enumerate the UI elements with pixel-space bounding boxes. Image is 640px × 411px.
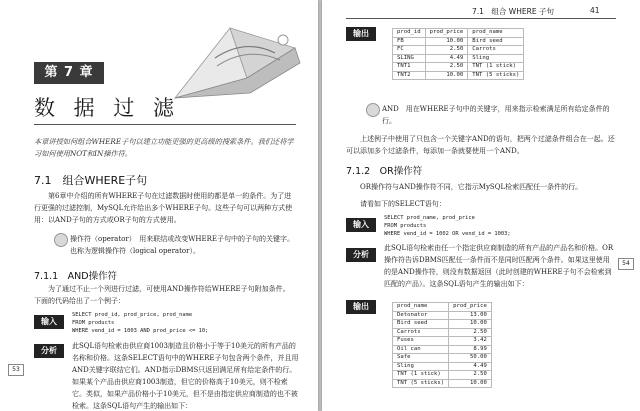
header-rule (346, 18, 616, 19)
table-row (393, 379, 492, 388)
table-row (393, 337, 492, 346)
chapter-title: 数 据 过 滤 (34, 96, 181, 120)
table-cell: Safe (393, 354, 449, 363)
table-cell: Detonator (393, 311, 449, 320)
output-tag: 输出 (346, 27, 376, 41)
analysis-text: 此SQL语句检索由供应商1003制造且价格小于等于10美元的所有产品的名称和价格。这条SELECT语句中的WHERE子句包含两个条件，并且用AND关键字联结它们。AND指示DBMS只返回满足所有给定条件的行。如果某个产品由供应商1003制造，但它的价格高于10美元，则不检索它。类似，如果产品价格小于10美元，但不是由指定供应商制造的也不被检索。这条SQL语句产生的输出如下： (72, 342, 299, 410)
table-cell: SLING (393, 54, 426, 63)
chapter-label: 第 7 章 (34, 62, 104, 84)
table-cell: 4.49 (449, 362, 492, 371)
table-cell: 2.50 (425, 63, 468, 72)
output-tag-or: 输出 (346, 300, 376, 314)
operator-tip: 操作符（operator） 用来联结或改变WHERE子句中的子句的关键字。也称为逻辑操作符（logical operator）。 (70, 235, 295, 255)
section-7-1-1-paragraph: 为了通过不止一个列进行过滤，可使用AND操作符给WHERE子句附加条件。下面的代码给出了一个例子： (34, 285, 290, 305)
result-table-and (392, 28, 524, 80)
note-icon (366, 103, 380, 117)
and-keyword-note: AND 用在WHERE子句中的关键字，用来指示检索满足所有给定条件的行。 (382, 105, 610, 125)
table-row (393, 328, 492, 337)
table-cell: 2.50 (449, 371, 492, 380)
table-row (393, 345, 492, 354)
table-row (393, 63, 524, 72)
table-cell: 2.50 (449, 328, 492, 337)
table-header-row (393, 29, 524, 38)
side-page-number-badge: 54 (618, 258, 634, 270)
table-cell: FB (393, 37, 426, 46)
code-line: SELECT prod_id, prod_price, prod_name (72, 312, 193, 318)
table-cell: 4.49 (425, 54, 468, 63)
table-cell: TNT2 (393, 71, 426, 80)
table-cell: TNT (5 sticks) (468, 71, 524, 80)
table-cell: Fuses (393, 337, 449, 346)
page-number-badge: 53 (8, 364, 24, 376)
input-tag-or: 输入 (346, 218, 376, 232)
table-cell: Sling (393, 362, 449, 371)
section-heading-7-1-2: 7.1.2 OR操作符 (346, 166, 423, 177)
table-header-row (393, 303, 492, 312)
table-cell: 10.00 (449, 379, 492, 388)
code-block-or (384, 214, 511, 238)
result-table-or (392, 302, 492, 388)
analysis-tag: 分析 (34, 344, 64, 358)
code-line: FROM products (384, 223, 427, 229)
column-header: prod_price (425, 29, 468, 38)
table-row (393, 54, 524, 63)
table-cell: Carrots (393, 328, 449, 337)
table-cell: TNT (1 stick) (468, 63, 524, 72)
folio: 41 (590, 6, 600, 15)
table-row (393, 371, 492, 380)
section-heading-7-1-1: 7.1.1 AND操作符 (34, 271, 118, 282)
column-header: prod_price (449, 303, 492, 312)
code-line: SELECT prod_name, prod_price (384, 215, 475, 221)
table-cell: TNT (1 stick) (393, 371, 449, 380)
table-cell: Bird seed (468, 37, 524, 46)
input-tag: 输入 (34, 315, 64, 329)
table-cell: Oil can (393, 345, 449, 354)
table-cell: 10.00 (425, 71, 468, 80)
table-cell: 3.42 (449, 337, 492, 346)
chapter-abstract: 本章讲授如何组合WHERE子句以建立功能更强的更高级的搜索条件。我们还将学习如何使用NOT和IN操作符。 (34, 137, 294, 158)
left-page (0, 0, 318, 411)
column-header: prod_name (393, 303, 449, 312)
section-7-1-paragraph: 第6章中介绍的所有WHERE子句在过滤数据时使用的都是单一的条件。为了进行更强的过滤控制，MySQL允许给出多个WHERE子句。这些子句可以两种方式使用：以AND子句的方式或OR子句的方式使用。 (34, 192, 293, 224)
table-row (393, 311, 492, 320)
table-cell: TNT (5 sticks) (393, 379, 449, 388)
code-line: WHERE vend_id = 1002 OR vend_id = 1003; (384, 231, 511, 237)
table-cell: 10.00 (449, 320, 492, 329)
table-cell: 8.99 (449, 345, 492, 354)
right-paragraph: 上述例子中使用了只包含一个关键字AND的语句，把两个过滤条件组合在一起。还可以添加多个过滤条件，每添加一条就要使用一个AND。 (346, 135, 615, 155)
column-header: prod_name (468, 29, 524, 38)
table-row (393, 362, 492, 371)
table-row (393, 320, 492, 329)
analysis-tag-or: 分析 (346, 248, 376, 262)
section-7-1-2-paragraph-2: 请看如下的SELECT语句： (360, 200, 446, 208)
table-cell: Sling (468, 54, 524, 63)
right-page (322, 0, 640, 411)
table-cell: 50.00 (449, 354, 492, 363)
chapter-divider (34, 124, 296, 125)
running-head: 7.1 组合 WHERE 子句 (472, 7, 554, 16)
table-cell: Carrots (468, 46, 524, 55)
column-header: prod_id (393, 29, 426, 38)
section-heading-7-1: 7.1 组合WHERE子句 (34, 174, 148, 187)
table-row (393, 37, 524, 46)
table-row (393, 46, 524, 55)
code-block-and (72, 311, 208, 335)
tip-icon (54, 233, 68, 247)
analysis-text-or: 此SQL语句检索由任一个指定供应商制造的所有产品的产品名和价格。OR操作符告诉DBMS匹配任一条件而不是同时匹配两个条件。如果这里使用的是AND操作符，则没有数据返回（此时创建的WHERE子句不会检索到匹配的产品）。这条SQL语句产生的输出如下： (384, 244, 614, 288)
table-cell: TNT1 (393, 63, 426, 72)
code-line: WHERE vend_id = 1003 AND prod_price <= 10; (72, 328, 209, 334)
table-cell: 10.00 (425, 37, 468, 46)
code-line: FROM products (72, 320, 115, 326)
table-cell: 2.50 (425, 46, 468, 55)
table-cell: FC (393, 46, 426, 55)
table-row (393, 354, 492, 363)
table-cell: 13.00 (449, 311, 492, 320)
table-cell: Bird seed (393, 320, 449, 329)
table-row (393, 71, 524, 80)
section-7-1-2-paragraph: OR操作符与AND操作符不同，它指示MySQL检索匹配任一条件的行。 (360, 183, 583, 191)
